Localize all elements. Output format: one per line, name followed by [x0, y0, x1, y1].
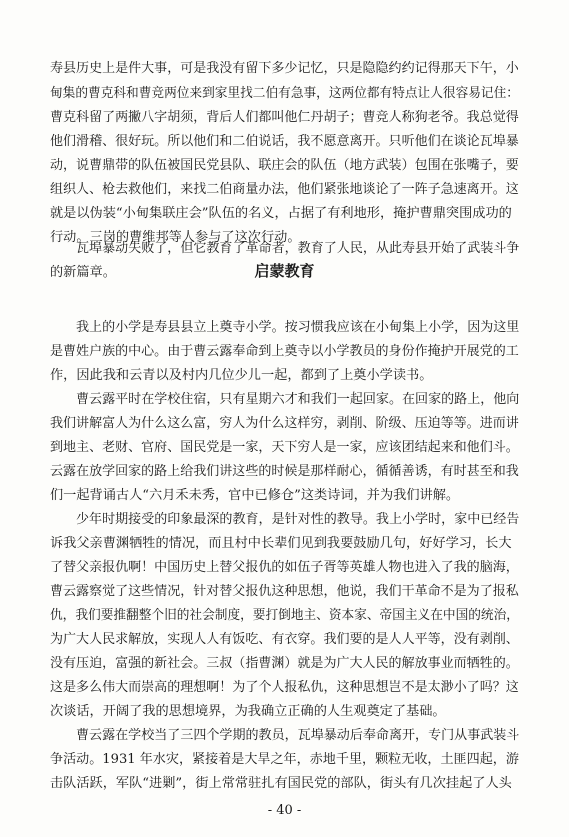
text-line: 的新篇章。	[50, 265, 116, 280]
text-line: 就是以伪装“小甸集联庄会”队伍的名义，占据了有利地形，掩护曹鼎突围成功的	[50, 206, 512, 221]
text-line: 曹克科留了两撇八字胡须，背后人们都叫他仁丹胡子；曹竞人称狗老爷。我总觉得	[50, 110, 519, 125]
text-line: 作，因此我和云青以及村内几位少儿一起，都到了上奠小学读书。	[50, 368, 433, 383]
text-line: 甸集的曹克科和曹竞两位来到家里找二伯有急事，这两位都有特点让人很容易记住：	[50, 86, 519, 101]
text-line: 这是多么伟大而崇高的理想啊！为了个人报私仇，这种思想岂不是太渺小了吗？这	[50, 680, 519, 695]
text-line: 争活动。1931 年水灾，紧接着是大旱之年，赤地千里，颗粒无收，土匪四起，游	[50, 752, 519, 767]
text-line: 次谈话，开阔了我的思想境界，为我确立正确的人生观奠定了基础。	[50, 704, 446, 719]
text-line: 组织人、枪去救他们，来找二伯商量办法，他们紧张地谈论了一阵子急速离开。这	[50, 182, 519, 197]
text-line: 没有压迫，富强的新社会。三叔（指曹渊）就是为广大人民的解放事业而牺牲的。	[50, 656, 519, 671]
text-line: 行动。三岗的曹维邦等人参与了这次行动。	[50, 230, 301, 245]
text-line: 寿县历史上是件大事，可是我没有留下多少记忆，只是隐隐约约记得那天下午，小	[50, 61, 519, 76]
text-line: 他们滑稽、很好玩。所以他们和二伯说话，我不愿意离开。只听他们在谈论瓦埠暴	[50, 134, 519, 149]
text-line: 诉我父亲曹渊牺牲的情况，而且村中长辈们见到我要鼓励几句，好好学习，长大	[50, 536, 512, 551]
text-line: 我上的小学是寿县县立上奠寺小学。按习惯我应该在小甸集上小学，因为这里	[76, 320, 520, 335]
text-line: 云露在放学回家的路上给我们讲这些的时候是那样耐心，循循善诱，有时甚至和我	[50, 464, 519, 479]
text-line: 们一起背诵古人“六月禾未秀，官中已修仓”这类诗词，并为我们讲解。	[50, 488, 460, 503]
text-line: 曹云露在学校当了三四个学期的教员，瓦埠暴动后奉命离开，专门从事武装斗	[76, 728, 520, 743]
text-line: 击队活跃，军队“进剿”，街上常常驻扎有国民党的部队，街头有几次挂起了人头	[50, 776, 512, 791]
text-line: 仇，我们要推翻整个旧的社会制度，要打倒地主、资本家、帝国主义在中国的统治，	[50, 608, 519, 623]
page-number: - 40 -	[267, 803, 302, 818]
text-line: 为广大人民求解放，实现人人有饭吃、有衣穿。我们要的是人人平等，没有剥削、	[50, 632, 519, 647]
text-line: 是曹姓户族的中心。由于曹云露奉命到上奠寺以小学教员的身份作掩护开展党的工	[50, 344, 519, 359]
section-heading: 启蒙教育	[254, 262, 315, 280]
text-line: 动，说曹鼎带的队伍被国民党县队、联庄会的队伍（地方武装）包围在张嘴子，要	[50, 158, 519, 173]
text-line: 瓦埠暴动失败了，但它教育了革命者，教育了人民，从此寿县开始了武装斗争	[76, 241, 520, 256]
text-line: 了替父亲报仇啊！中国历史上替父报仇的如伍子胥等英雄人物也进入了我的脑海，	[50, 560, 519, 575]
text-line: 曹云露平时在学校住宿，只有星期六才和我们一起回家。在回家的路上，他向	[76, 392, 520, 407]
text-line: 曹云露察觉了这些情况，针对替父报仇这种思想，他说，我们干革命不是为了报私	[50, 584, 519, 599]
text-line: 少年时期接受的印象最深的教育，是针对性的教导。我上小学时，家中已经告	[76, 512, 520, 527]
text-line: 我们讲解富人为什么这么富，穷人为什么这样穷，剥削、阶级、压迫等等。进而讲	[50, 416, 519, 431]
text-line: 到地主、老财、官府、国民党是一家，天下穷人是一家，应该团结起来和他们斗。	[50, 440, 519, 455]
